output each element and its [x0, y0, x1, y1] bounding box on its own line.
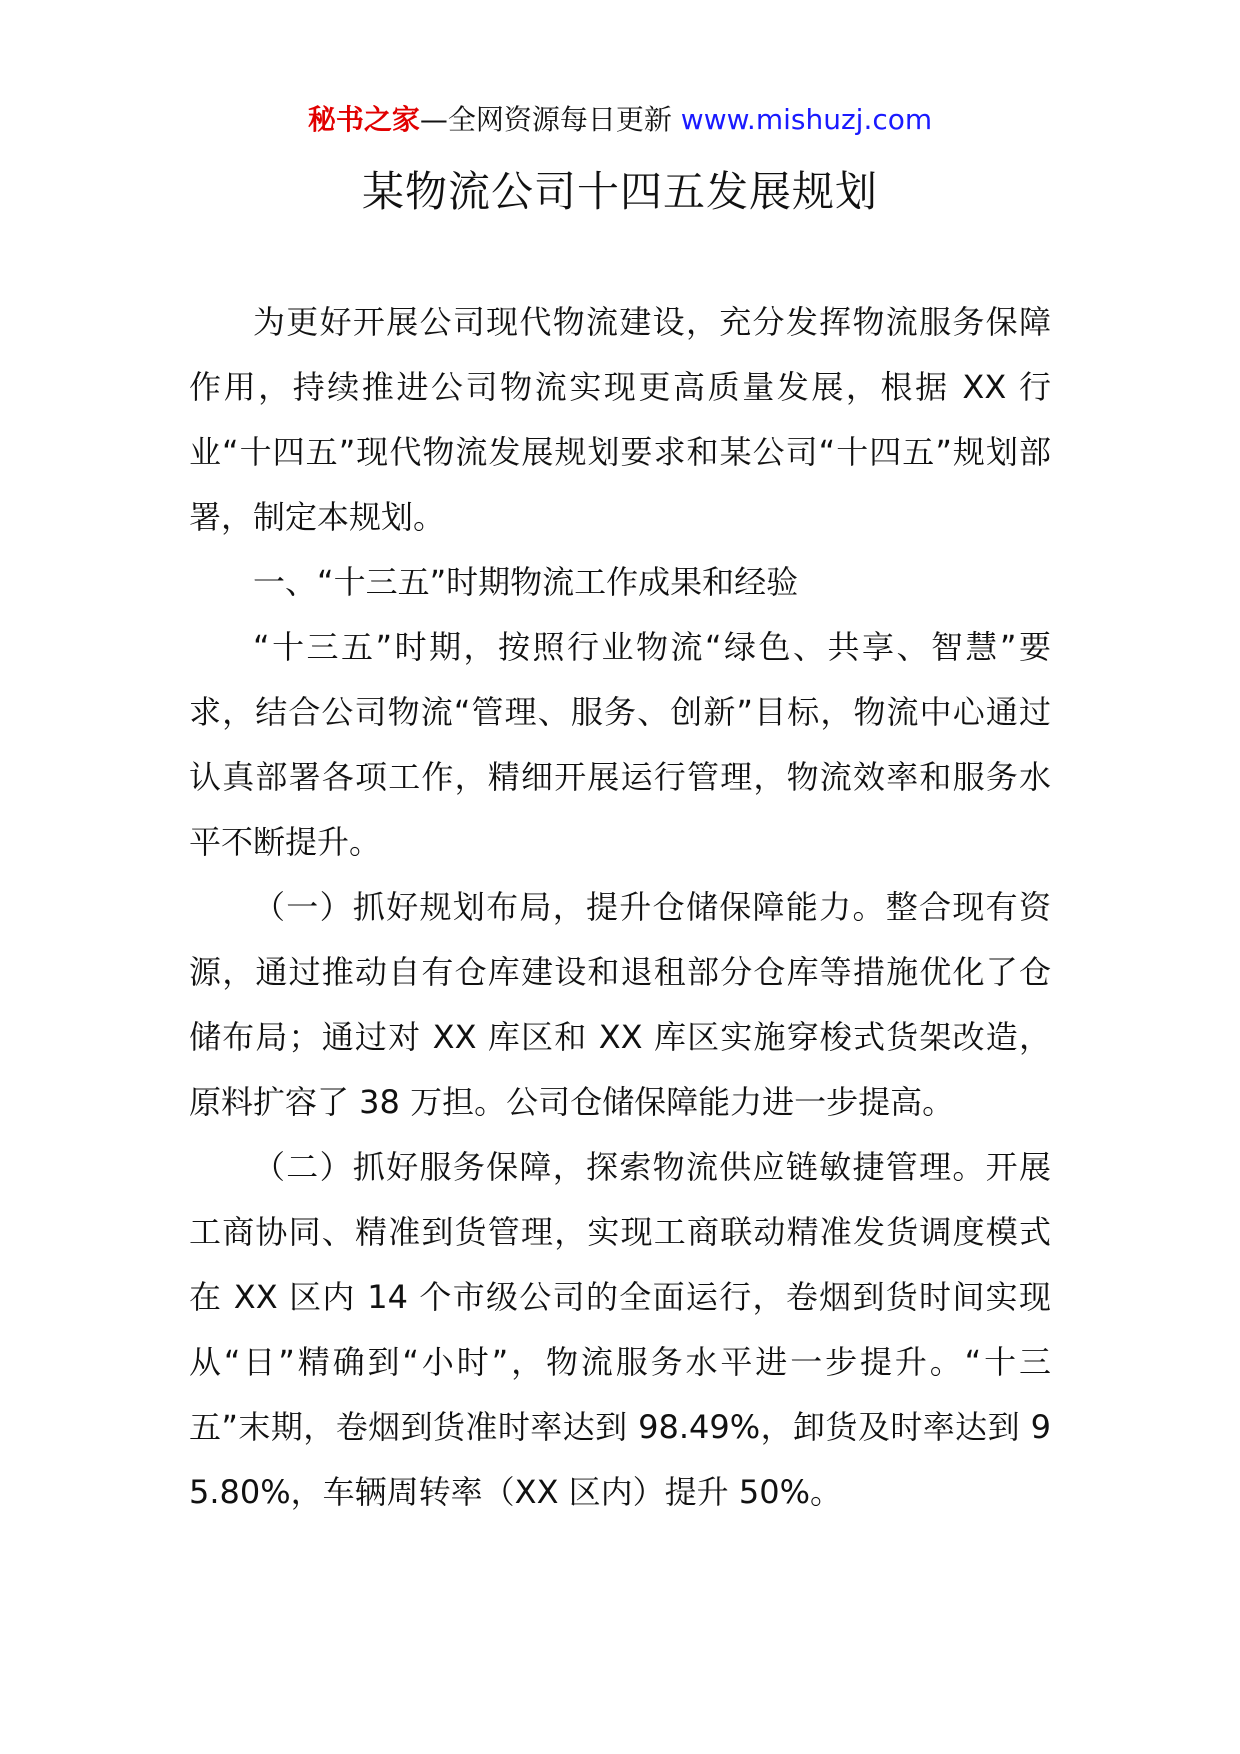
brand-name: 秘书之家	[307, 103, 420, 136]
site-url-link[interactable]: www.mishuzj.com	[680, 103, 933, 136]
subsection-2-paragraph: （二）抓好服务保障，探索物流供应链敏捷管理。开展工商协同、精准到货管理，实现工商联动精准发货调度模式在 XX 区内 14 个市级公司的全面运行，卷烟到货时间实现从“日”精确到“小时”，物流服务水平进一步提升。“十三五”末期，卷烟到货准时率达到 98.49%，卸货及时率达到 95.80%，车辆周转率（XX 区内）提升 50%。	[189, 1148, 1051, 1511]
intro-paragraph: 为更好开展公司现代物流建设，充分发挥物流服务保障作用，持续推进公司物流实现更高质量发展，根据 XX 行业“十四五”现代物流发展规划要求和某公司“十四五”规划部署，制定本规划。	[189, 303, 1051, 536]
section-overview-paragraph: “十三五”时期，按照行业物流“绿色、共享、智慧”要求，结合公司物流“管理、服务、创新”目标，物流中心通过认真部署各项工作，精细开展运行管理，物流效率和服务水平不断提升。	[189, 628, 1051, 861]
document-title: 某物流公司十四五发展规划	[361, 167, 878, 216]
subsection-1-paragraph: （一）抓好规划布局，提升仓储保障能力。整合现有资源，通过推动自有仓库建设和退租部分仓库等措施优化了仓储布局；通过对 XX 库区和 XX 库区实施穿梭式货架改造，原料扩容了 38 万担。公司仓储保障能力进一步提高。	[189, 888, 1051, 1121]
section-heading: 一、“十三五”时期物流工作成果和经验	[253, 563, 799, 601]
site-header	[0, 100, 1240, 140]
document-body	[189, 290, 1051, 1525]
site-tagline: —全网资源每日更新	[419, 103, 672, 136]
